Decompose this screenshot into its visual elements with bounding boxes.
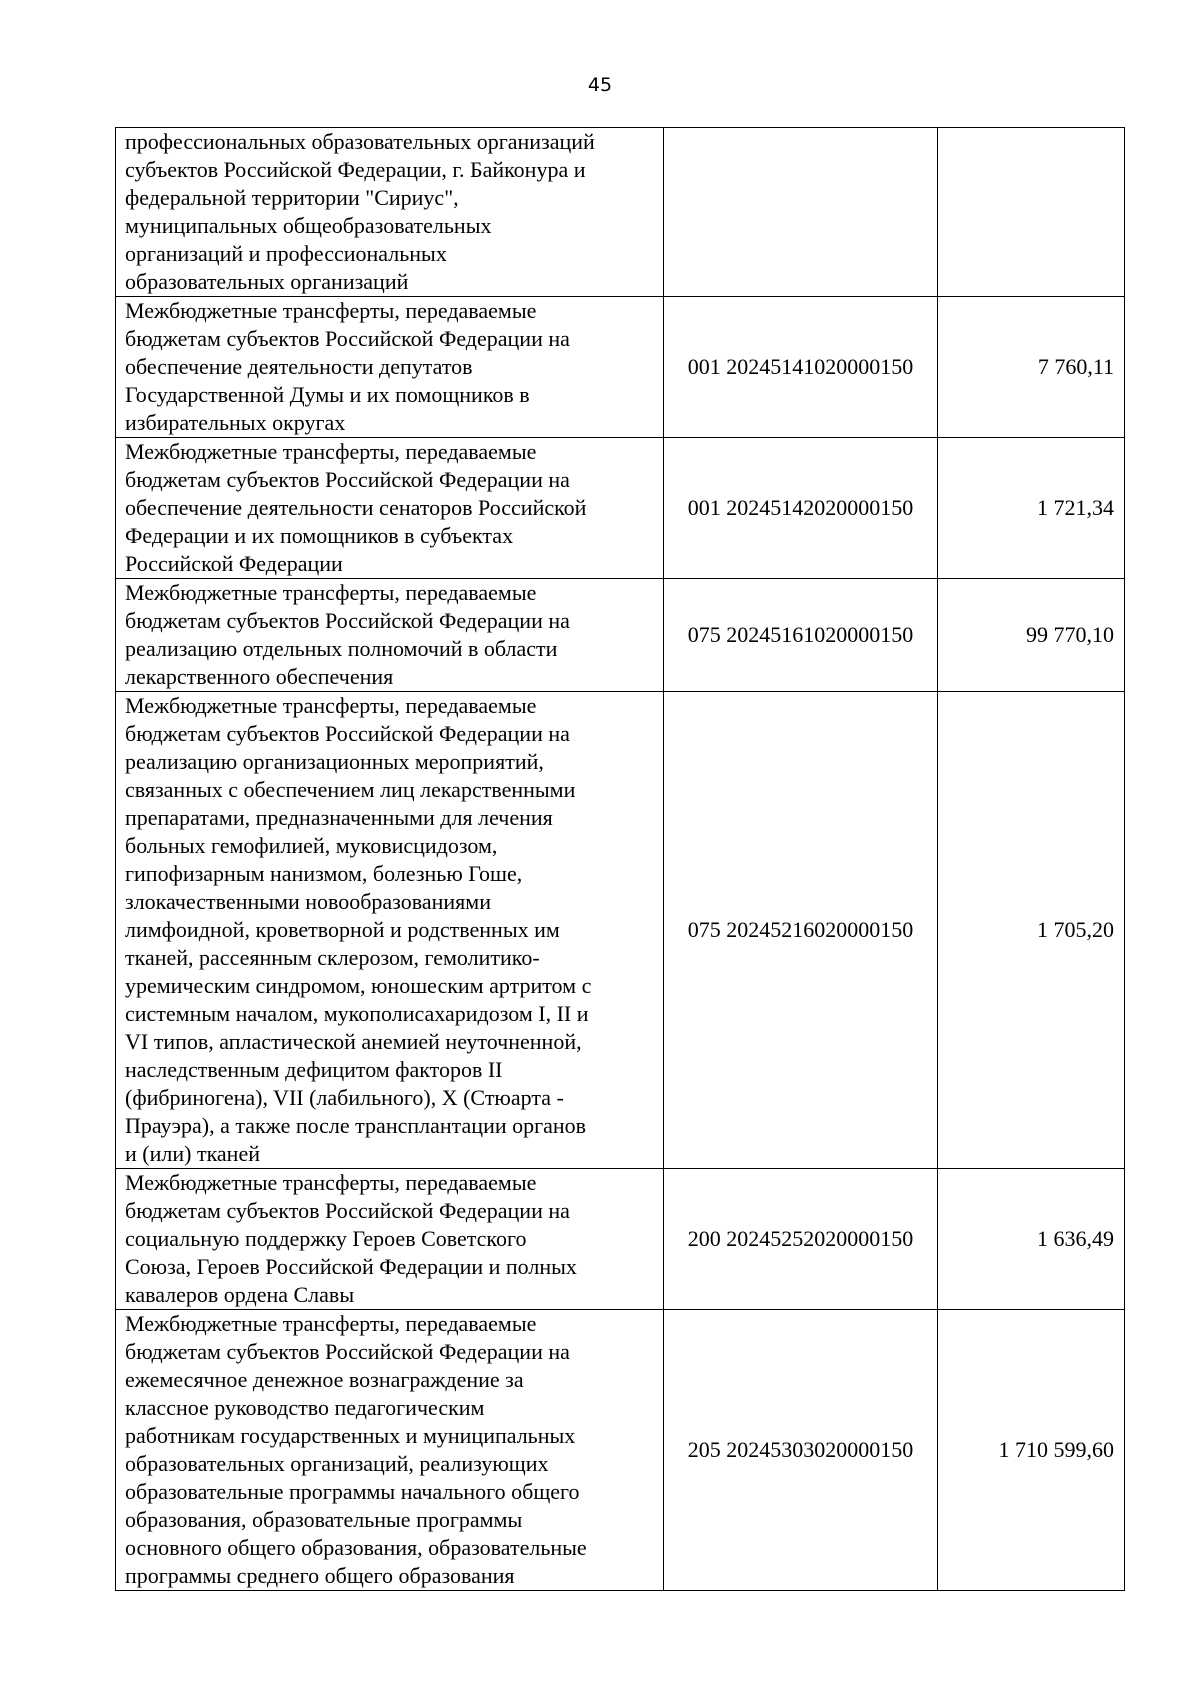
budget-transfers-table (115, 127, 1125, 1591)
row-amount: 1 636,49 (938, 1169, 1125, 1310)
row-amount (938, 128, 1125, 297)
row-description: Межбюджетные трансферты, передаваемые бюджетам субъектов Российской Федерации на обеспечение деятельности депутатов Государственной Думы и их помощников в избирательных округах (116, 297, 664, 438)
table-row (116, 1310, 1125, 1591)
row-budget-code: 200 20245252020000150 (664, 1169, 938, 1310)
row-budget-code: 001 20245142020000150 (664, 438, 938, 579)
row-description: профессиональных образовательных организаций субъектов Российской Федерации, г. Байконура и федеральной территории "Сириус", муниципальных общеобразовательных организаций и профессиональных образовательных организаций (116, 128, 664, 297)
row-budget-code: 001 20245141020000150 (664, 297, 938, 438)
row-budget-code: 075 20245161020000150 (664, 579, 938, 692)
row-description: Межбюджетные трансферты, передаваемые бюджетам субъектов Российской Федерации на реализацию организационных мероприятий, связанных с обеспечением лиц лекарственными препаратами, предназначенными для лечения больных гемофилией, муковисцидозом, гипофизарным нанизмом, болезнью Гоше, злокачественными новообразованиями лимфоидной, кроветворной и родственных им тканей, рассеянным склерозом, гемолитико- уремическим синдромом, юношеским артритом с системным началом, мукополисахаридозом I, II и VI типов, апластической анемией неуточненной, наследственным дефицитом факторов II (фибриногена), VII (лабильного), X (Стюарта - Прауэра), а также после трансплантации органов и (или) тканей (116, 692, 664, 1169)
row-amount: 1 705,20 (938, 692, 1125, 1169)
row-description: Межбюджетные трансферты, передаваемые бюджетам субъектов Российской Федерации на обеспечение деятельности сенаторов Российской Федерации и их помощников в субъектах Российской Федерации (116, 438, 664, 579)
row-amount: 7 760,11 (938, 297, 1125, 438)
row-description: Межбюджетные трансферты, передаваемые бюджетам субъектов Российской Федерации на реализацию отдельных полномочий в области лекарственного обеспечения (116, 579, 664, 692)
row-budget-code: 205 20245303020000150 (664, 1310, 938, 1591)
table-row (116, 692, 1125, 1169)
row-amount: 1 710 599,60 (938, 1310, 1125, 1591)
table-row (116, 1169, 1125, 1310)
table-row (116, 297, 1125, 438)
row-amount: 99 770,10 (938, 579, 1125, 692)
table-row (116, 438, 1125, 579)
row-description: Межбюджетные трансферты, передаваемые бюджетам субъектов Российской Федерации на ежемесячное денежное вознаграждение за классное руководство педагогическим работникам государственных и муниципальных образовательных организаций, реализующих образовательные программы начального общего образования, образовательные программы основного общего образования, образовательные программы среднего общего образования (116, 1310, 664, 1591)
table-row (116, 579, 1125, 692)
row-budget-code (664, 128, 938, 297)
row-budget-code: 075 20245216020000150 (664, 692, 938, 1169)
row-amount: 1 721,34 (938, 438, 1125, 579)
table-row (116, 128, 1125, 297)
page-number: 45 (587, 74, 613, 96)
row-description: Межбюджетные трансферты, передаваемые бюджетам субъектов Российской Федерации на социальную поддержку Героев Советского Союза, Героев Российской Федерации и полных кавалеров ордена Славы (116, 1169, 664, 1310)
